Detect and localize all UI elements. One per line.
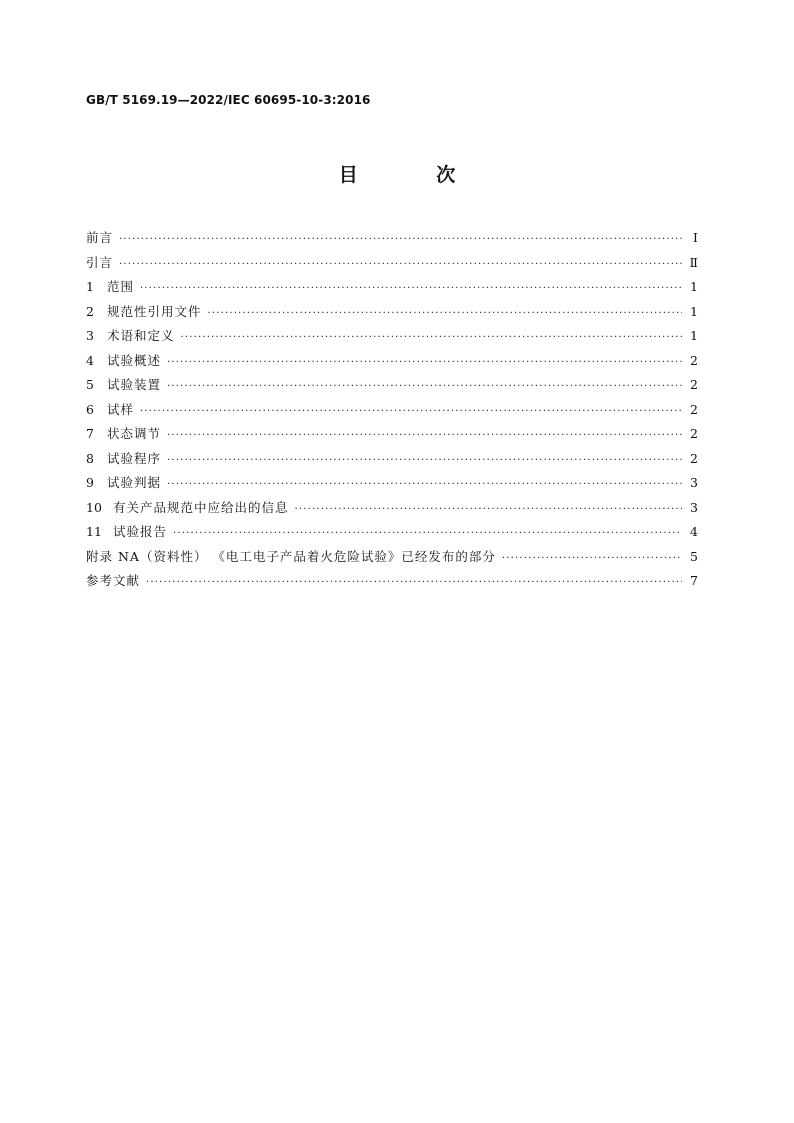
toc-entry-page: Ⅰ xyxy=(693,230,698,245)
toc-entry-annex-na[interactable] xyxy=(86,545,698,570)
toc-entry-number: 1 xyxy=(86,279,94,294)
toc-entry-title: 范围 xyxy=(107,279,135,294)
toc-entry-test-overview[interactable] xyxy=(86,349,698,374)
toc-entry-page: 2 xyxy=(690,450,698,466)
toc-entry-number: 6 xyxy=(86,401,94,417)
dot-leader xyxy=(295,498,682,523)
toc-entry-title: 术语和定义 xyxy=(107,328,175,343)
toc-entry-title: 试验判据 xyxy=(107,475,162,490)
toc-entry-number: 9 xyxy=(86,475,94,490)
toc-entry-test-apparatus[interactable] xyxy=(86,373,698,398)
toc-entry-terms-definitions[interactable] xyxy=(86,324,698,349)
toc-entry-test-procedure[interactable] xyxy=(86,447,698,472)
toc-entry-page: 3 xyxy=(690,475,698,490)
toc-entry-number: 10 xyxy=(86,499,102,515)
toc-entry-title: 引言 xyxy=(86,254,114,270)
dot-leader xyxy=(167,473,682,498)
toc-entry-test-criteria[interactable] xyxy=(86,471,698,496)
toc-entry-normative-references[interactable] xyxy=(86,300,698,325)
toc-entry-page: 2 xyxy=(690,426,698,441)
toc-entry-page: 2 xyxy=(690,377,698,392)
toc-entry-number: 5 xyxy=(86,377,94,392)
toc-entry-page: 1 xyxy=(690,303,698,319)
table-of-contents xyxy=(86,226,698,594)
dot-leader xyxy=(502,547,682,572)
toc-entry-title: 试样 xyxy=(107,401,135,417)
toc-entry-number: 7 xyxy=(86,426,94,441)
toc-entry-title: 试验程序 xyxy=(107,450,162,466)
toc-entry-introduction[interactable] xyxy=(86,251,698,276)
toc-entry-page: 1 xyxy=(690,328,698,343)
toc-entry-title: 试验报告 xyxy=(113,524,168,539)
toc-entry-number: 3 xyxy=(86,328,94,343)
toc-entry-title: 有关产品规范中应给出的信息 xyxy=(113,499,289,515)
dot-leader xyxy=(181,326,682,351)
dot-leader xyxy=(140,400,682,425)
toc-entry-title: 试验装置 xyxy=(107,377,162,392)
toc-entry-page: Ⅱ xyxy=(689,254,698,270)
toc-entry-page: 2 xyxy=(690,352,698,368)
toc-title: 目 次 xyxy=(338,164,492,186)
standard-code: GB/T 5169.19—2022/IEC 60695-10-3:2016 xyxy=(86,93,371,107)
toc-entry-number: 4 xyxy=(86,352,94,368)
toc-entry-page: 1 xyxy=(690,279,698,294)
toc-entry-page: 2 xyxy=(690,401,698,417)
toc-entry-title: 附录 NA（资料性） 《电工电子产品着火危险试验》已经发布的部分 xyxy=(86,548,496,564)
dot-leader xyxy=(208,302,682,327)
toc-entry-bibliography[interactable] xyxy=(86,569,698,594)
dot-leader xyxy=(140,277,682,302)
dot-leader xyxy=(167,449,682,474)
dot-leader xyxy=(167,351,682,376)
toc-entry-number: 8 xyxy=(86,450,94,466)
toc-entry-title: 前言 xyxy=(86,230,114,245)
dot-leader xyxy=(119,253,682,278)
dot-leader xyxy=(167,375,682,400)
toc-entry-product-spec-info[interactable] xyxy=(86,496,698,521)
toc-entry-page: 3 xyxy=(690,499,698,515)
toc-entry-number: 2 xyxy=(86,303,94,319)
toc-entry-title: 状态调节 xyxy=(107,426,162,441)
toc-entry-number: 11 xyxy=(86,524,102,539)
toc-entry-scope[interactable] xyxy=(86,275,698,300)
dot-leader xyxy=(146,571,682,596)
dot-leader xyxy=(119,228,682,253)
dot-leader xyxy=(173,522,682,547)
toc-entry-title: 参考文献 xyxy=(86,573,141,588)
toc-entry-foreword[interactable] xyxy=(86,226,698,251)
dot-leader xyxy=(167,424,682,449)
toc-entry-conditioning[interactable] xyxy=(86,422,698,447)
toc-entry-test-specimens[interactable] xyxy=(86,398,698,423)
toc-entry-page: 7 xyxy=(690,573,698,588)
toc-entry-page: 4 xyxy=(690,524,698,539)
toc-entry-test-report[interactable] xyxy=(86,520,698,545)
toc-entry-page: 5 xyxy=(690,548,698,564)
toc-entry-title: 规范性引用文件 xyxy=(107,303,202,319)
toc-entry-title: 试验概述 xyxy=(107,352,162,368)
